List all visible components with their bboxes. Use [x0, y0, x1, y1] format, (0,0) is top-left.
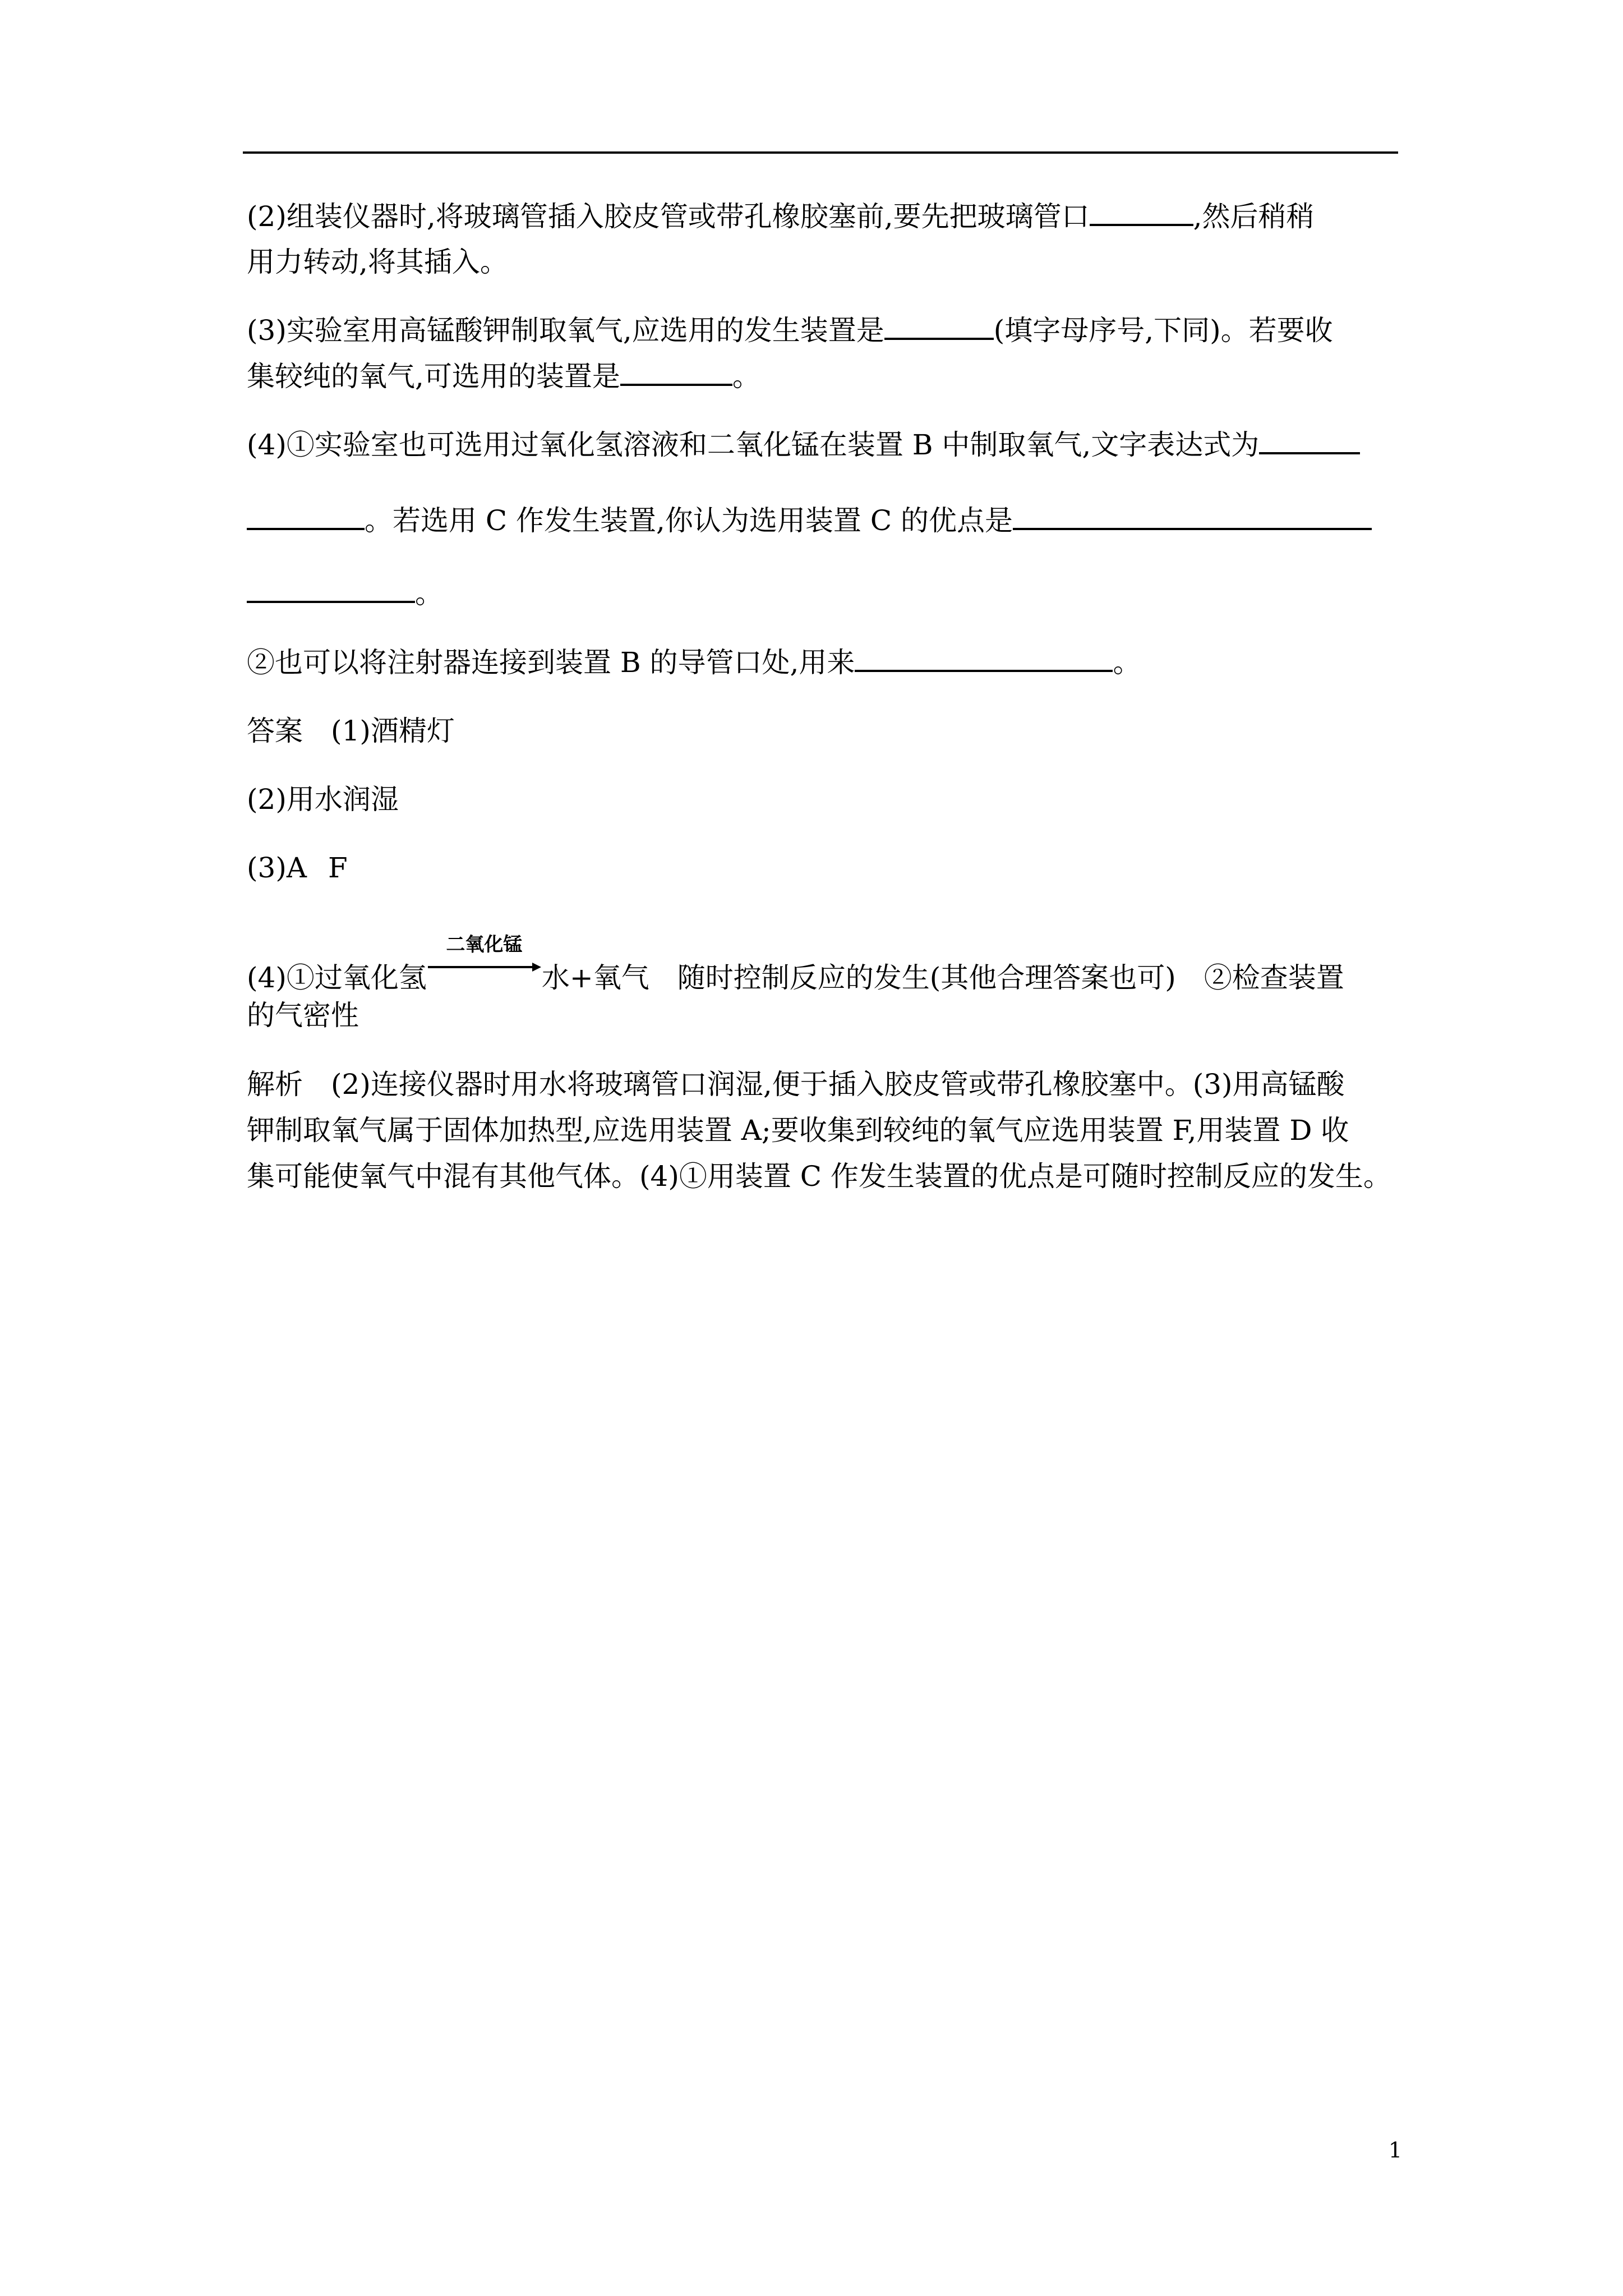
question-4-text: 。 [415, 577, 443, 610]
answer-3b: F [328, 852, 348, 884]
question-3-text: 集较纯的氧气,可选用的装置是 [247, 360, 620, 393]
question-4-text: ②也可以将注射器连接到装置 B 的导管口处,用来 [247, 646, 855, 679]
answer-label: 答案 [247, 715, 303, 747]
question-4-line-1 [247, 427, 1360, 462]
question-4-text: 。 [1113, 646, 1141, 679]
question-2-text: ,然后稍稍 [1193, 200, 1315, 233]
answer-4-part-2-cont: 的气密性 [247, 999, 359, 1032]
question-2-text: 用力转动,将其插入。 [247, 246, 508, 278]
answer-blank[interactable] [1013, 503, 1372, 530]
answer-line-3 [247, 851, 348, 885]
question-3-text: 。 [732, 360, 760, 393]
answer-3a: (3)A [247, 852, 307, 884]
analysis-label: 解析 [247, 1068, 303, 1101]
answer-blank[interactable] [620, 359, 732, 386]
answer-4-reactant: (4)①过氧化氢 [247, 961, 427, 994]
analysis-text: 集可能使氧气中混有其他气体。(4)①用装置 C 作发生装置的优点是可随时控制反应的发生。 [247, 1160, 1391, 1193]
analysis-text: 钾制取氧气属于固体加热型,应选用装置 A;要收集到较纯的氧气应选用装置 F,用装置 D 收 [247, 1114, 1349, 1147]
answer-1: (1)酒精灯 [331, 715, 455, 747]
question-2-line-1 [247, 199, 1315, 233]
answer-4-products: 水+氧气 [541, 961, 649, 994]
answer-4-part-2: ②检查装置 [1204, 961, 1344, 994]
answer-blank[interactable] [247, 503, 365, 530]
question-4-part-2 [247, 645, 1141, 679]
header-rule [243, 151, 1398, 154]
question-4-text: 。若选用 C 作发生装置,你认为选用装置 C 的优点是 [365, 504, 1013, 537]
answer-line-5 [247, 999, 359, 1032]
answer-blank[interactable] [855, 645, 1113, 672]
question-3-line-2 [247, 359, 760, 393]
page-number: 1 [1388, 2138, 1402, 2162]
question-3-text: (3)实验室用高锰酸钾制取氧气,应选用的发生装置是 [247, 314, 884, 347]
analysis-line-3 [247, 1159, 1391, 1193]
question-2-line-2 [247, 245, 508, 279]
analysis-line-2 [247, 1114, 1349, 1147]
question-2-text: (2)组装仪器时,将玻璃管插入胶皮管或带孔橡胶塞前,要先把玻璃管口 [247, 200, 1090, 233]
answer-4-advantage: 随时控制反应的发生(其他合理答案也可) [677, 961, 1176, 994]
question-3-line-1 [247, 313, 1333, 347]
answer-line-1 [247, 714, 455, 748]
catalyst-label: 二氧化锰 [446, 933, 523, 956]
question-4-line-3 [247, 576, 443, 610]
question-4-line-2 [247, 503, 1372, 537]
analysis-line-1 [247, 1068, 1345, 1101]
answer-2: (2)用水润湿 [247, 783, 399, 816]
answer-blank[interactable] [1090, 199, 1193, 226]
question-4-text: (4)①实验室也可选用过氧化氢溶液和二氧化锰在装置 B 中制取氧气,文字表达式为 [247, 429, 1260, 461]
question-3-text: (填字母序号,下同)。若要收 [993, 314, 1333, 347]
reaction-arrow [427, 933, 542, 987]
analysis-text: (2)连接仪器时用水将玻璃管口润湿,便于插入胶皮管或带孔橡胶塞中。(3)用高锰酸 [331, 1068, 1345, 1101]
answer-blank[interactable] [247, 576, 415, 603]
answer-line-4 [247, 933, 1344, 995]
arrow-icon [427, 961, 542, 973]
answer-line-2 [247, 783, 399, 816]
answer-blank[interactable] [884, 313, 994, 340]
answer-blank[interactable] [1259, 427, 1360, 454]
